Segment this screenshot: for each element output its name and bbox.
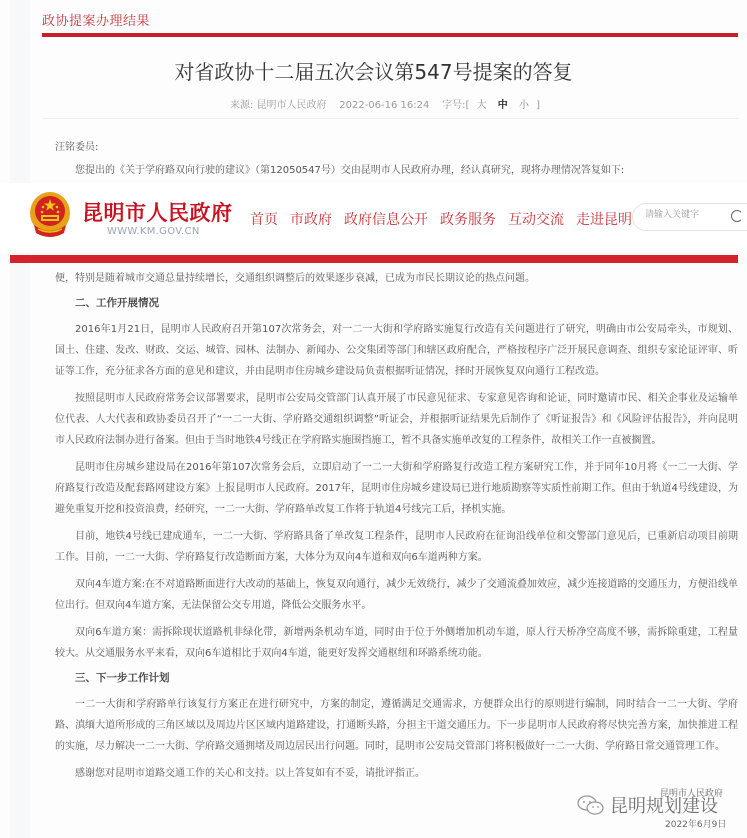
body-paragraph: 目前，地铁4号线已建成通车，一二一大街、学府路具备了单改复工程条件，昆明市人民政府在征询沿线单位和交警部门意见后，已重新启动项目前期工作。目前，一二一大街、学府路复行改造断面方案，大体分为双向4车道和双向6车道两种方案。	[55, 531, 738, 563]
body-paragraph: 按照昆明市人民政府常务会议部署要求，昆明市公安局交管部门认真开展了市民意见征求、专家意见咨询和论证，同时邀请市民、相关企事业及运输单位代表、人大代表和政协委员召开了“一二一大街、学府路交通组织调整”听证会，并根据听证结果先后制作了《听证报告》和《风险评估报告》，并向昆明市人民政府法制办进行备案。但由于当时地铁4号线正在学府路实施围挡施工，暂不具备实施单改复的工程条件，故相关工作一直被搁置。	[55, 393, 738, 446]
section-title: 政协提案办理结果	[42, 14, 151, 29]
nav-item-city-government[interactable]: 市政府	[290, 212, 332, 228]
signer: 昆明市人民政府	[660, 789, 724, 799]
site-name[interactable]: 昆明市人民政府	[82, 201, 233, 225]
intro-paragraph: 您提出的《关于学府路双向行驶的建议》（第12050547号）交由昆明市人民政府办理，经认真研究，现将办理情况答复如下:	[75, 165, 625, 176]
wechat-icon	[576, 794, 606, 816]
font-size-large-button[interactable]: 大	[476, 100, 487, 111]
watermark-account-name: 昆明规划建设	[610, 796, 718, 817]
search-input[interactable]	[643, 209, 729, 221]
header-red-bar	[10, 255, 738, 263]
section-heading: 三、下一步工作计划	[75, 672, 170, 684]
site-url: WWW.KM.GOV.CN	[107, 226, 200, 237]
section-title-rule	[42, 33, 738, 37]
bracket-open: [	[465, 100, 470, 111]
nav-item-home[interactable]: 首页	[250, 212, 278, 228]
nav-item-about-kunming[interactable]: 走进昆明	[576, 212, 632, 228]
font-size-small-button[interactable]: 小	[518, 100, 529, 111]
body-paragraph: 便，特别是随着城市交通总量持续增长，交通组织调整后的效果逐步衰减，已成为市民长期议论的热点问题。	[55, 273, 535, 284]
national-emblem-icon	[28, 191, 72, 241]
nav-item-interaction[interactable]: 互动交流	[508, 212, 564, 228]
article-title: 对省政协十二届五次会议第547号提案的答复	[174, 60, 573, 84]
page-left-gutter	[10, 0, 30, 838]
source-value: 昆明市人民政府	[256, 100, 327, 111]
signature-block	[570, 780, 740, 835]
salutation: 汪铭委员:	[55, 142, 99, 153]
body-paragraph: 2016年1月21日，昆明市人民政府召开第107次常务会，对一二一大街和学府路实施复行改造有关问题进行了研究，明确由市公安局牵头，市规划、国土、住建、发改、财政、交运、城管、园林、法制办、新闻办、公交集团等部门和辖区政府配合，严格按程序广泛开展民意调查、组织专家论证评审、听证等工作，充分征求各方面的意见和建议，并由昆明市住房城乡建设局负责根据听证情况，择时开展恢复双向通行工程改造。	[55, 324, 738, 377]
font-size-label: 字号:	[442, 100, 466, 111]
bracket-close: ]	[536, 100, 541, 111]
body-paragraph: 感谢您对昆明市道路交通工作的关心和支持。以上答复如有不妥，请批评指正。	[75, 768, 425, 779]
search-icon[interactable]	[731, 210, 743, 222]
body-paragraph: 双向6车道方案：需拆除现状道路机非绿化带，新增两条机动车道，同时由于位于外侧增加机动车道，原人行天桥净空高度不够，需拆除重建，工程量较大。从交通服务水平来看，双向6车道相比于双向4车道，能更好发挥交通枢纽和环路系统功能。	[55, 627, 738, 659]
nav-item-government-services[interactable]: 政务服务	[440, 212, 496, 228]
nav-item-info-disclosure[interactable]: 政府信息公开	[344, 212, 428, 228]
search-box	[632, 203, 747, 231]
article-meta	[0, 96, 747, 111]
font-size-medium-button[interactable]: 中	[497, 100, 508, 111]
section-heading: 二、工作开展情况	[75, 297, 159, 309]
reply-date: 2022年6月9日	[665, 820, 727, 830]
meta-divider	[42, 118, 738, 119]
publish-datetime: 2022-06-16 16:24	[339, 100, 430, 111]
source-label: 来源:	[229, 100, 254, 111]
article-body	[55, 268, 738, 790]
main-nav	[250, 209, 632, 229]
body-paragraph: 昆明市住房城乡建设局在2016年第107次常务会后，立即启动了一二一大街和学府路复行改造工程方案研究工作，并于同年10月将《一二一大街、学府路复行改造及配套路网建设方案》上报昆明市人民政府。2017年，昆明市住房城乡建设局已进行地质勘察等实质性前期工作。但由于轨道4号线建设，为避免重复开挖和投资浪费，经研究，一二一大街、学府路单改复工作将于轨道4号线完工后，择机实施。	[55, 462, 738, 515]
body-paragraph: 双向4车道方案:在不对道路断面进行大改动的基础上，恢复双向通行，减少无效绕行，减少了交通流叠加效应，减少连接道路的交通压力，方便沿线单位出行。但双向4车道方案，无法保留公交专用道，降低公交服务水平。	[55, 579, 738, 611]
body-paragraph: 一二一大街和学府路单行该复行方案正在进行研究中，方案的制定，遵循满足交通需求，方便群众出行的原则进行编制，同时结合一二一大街、学府路、滇缅大道所形成的三角区域以及周边片区区域内道路建设，打通断头路，分担主干道交通压力。下一步昆明市人民政府将尽快完善方案，加快推进工程的实施，尽力解决一二一大街、学府路交通拥堵及周边居民出行问题。同时，昆明市公安局交管部门将积极做好一二一大街、学府路日常交通管理工作。	[55, 699, 738, 752]
site-header	[0, 183, 747, 253]
